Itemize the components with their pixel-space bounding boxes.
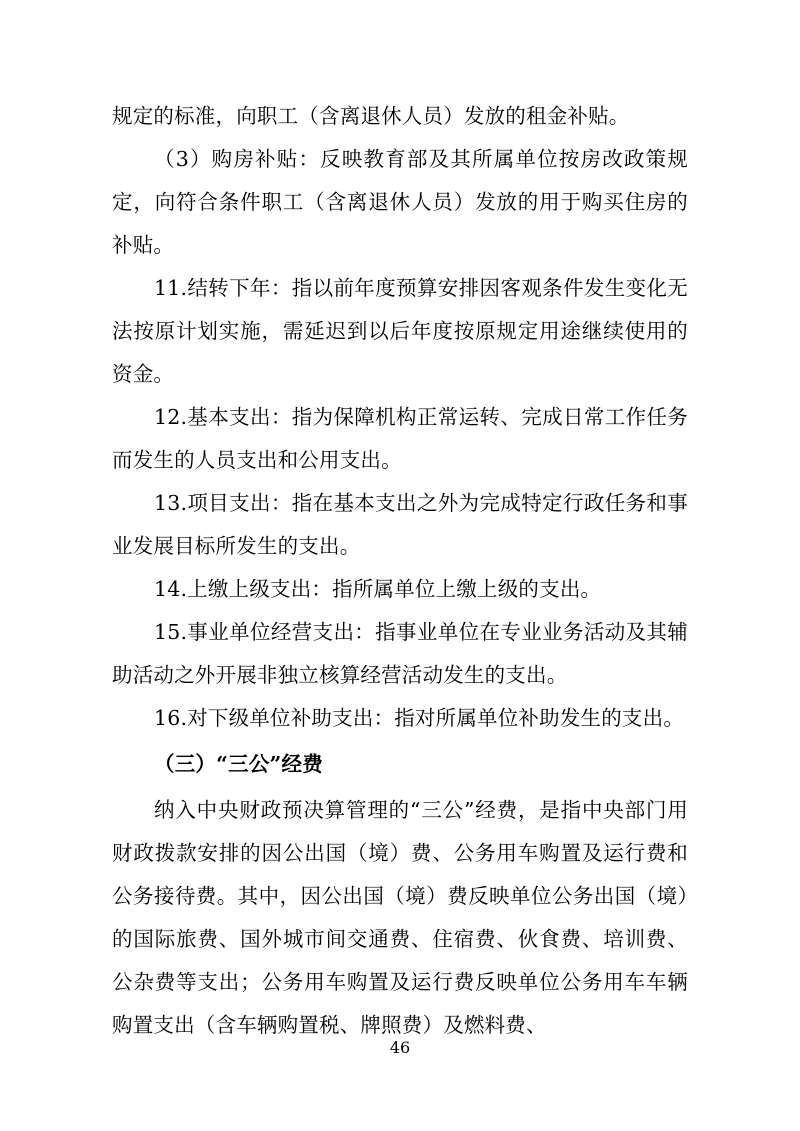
paragraph-item-15-operating-expenditure: 15.事业单位经营支出：指事业单位在专业业务活动及其辅助活动之外开展非独立核算经营活动发生的支出。 (112, 620, 688, 687)
paragraph-item-11-carryover: 11.结转下年：指以前年度预算安排因客观条件发生变化无法按原计划实施，需延迟到以后年度按原规定用途继续使用的资金。 (112, 276, 688, 386)
paragraph-item-14-upper-level-payment: 14.上缴上级支出：指所属单位上缴上级的支出。 (154, 577, 602, 601)
paragraph-item-12-basic-expenditure: 12.基本支出：指为保障机构正常运转、完成日常工作任务而发生的人员支出和公用支出。 (112, 405, 688, 472)
paragraph-continuation: 规定的标准，向职工（含离退休人员）发放的租金补贴。 (112, 104, 630, 128)
paragraph-item-16-subordinate-subsidy: 16.对下级单位补助支出：指对所属单位补助发生的支出。 (154, 706, 685, 730)
paragraph-item-13-project-expenditure: 13.项目支出：指在基本支出之外为完成特定行政任务和事业发展目标所发生的支出。 (112, 491, 688, 558)
document-body (112, 95, 688, 1047)
paragraph-three-public-expenses-definition: 纳入中央财政预决算管理的“三公”经费，是指中央部门用财政拨款安排的因公出国（境）费、公务用车购置及运行费和公务接待费。其中，因公出国（境）费反映单位公务出国（境）的国际旅费、国外城市间交通费、住宿费、伙食费、培训费、公杂费等支出；公务用车购置及运行费反映单位公务用车车辆购置支出（含车辆购置税、牌照费）及燃料费、 (112, 798, 688, 1037)
page-number: 46 (389, 1038, 411, 1057)
section-heading-three-public-expenses: （三）“三公”经费 (154, 752, 323, 776)
paragraph-housing-purchase-subsidy: （3）购房补贴：反映教育部及其所属单位按房改政策规定，向符合条件职工（含离退休人员）发放的用于购买住房的补贴。 (112, 147, 688, 257)
